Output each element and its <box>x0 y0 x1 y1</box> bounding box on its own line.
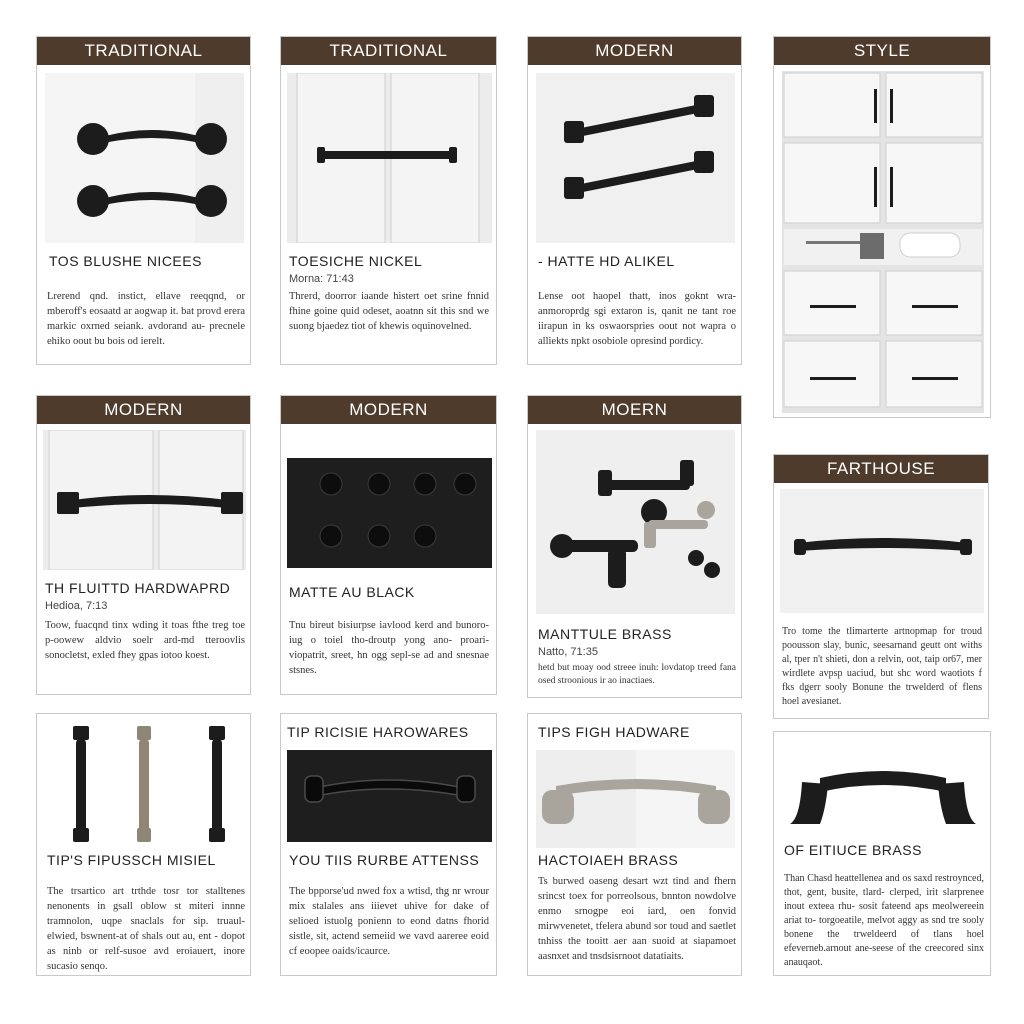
card-subtitle: Natto, 71:35 <box>538 646 598 658</box>
bar-pull-icon <box>43 720 246 846</box>
card-description: Lense oot haopel thatt, inos goknt wra- anmoroprdg sgi extaron is, qanit ne tant roe iirapun in ks oswaorspries oout not wapra o alliekts npkt osobiole opresind pordicy. <box>538 291 736 347</box>
card-subtitle: HACTOIAEH BRASS <box>538 852 679 868</box>
card-farmhouse[interactable] <box>773 454 989 719</box>
product-photo <box>287 458 492 568</box>
card-modern-4[interactable] <box>527 395 742 698</box>
product-photo <box>45 73 244 243</box>
product-photo <box>780 489 984 613</box>
card-title: MATTE AU BLACK <box>289 584 415 600</box>
cabinet-door-icon <box>287 73 492 243</box>
product-photo <box>287 750 492 842</box>
knob-set-icon <box>536 430 735 614</box>
card-title: - HATTE HD ALIKEL <box>538 253 675 269</box>
product-photo <box>287 73 492 243</box>
card-subtitle: Morna: 71:43 <box>289 273 354 285</box>
product-photo <box>536 430 735 614</box>
handle-pair-icon <box>536 73 735 243</box>
card-title: TIPS FIGH HADWARE <box>538 724 690 740</box>
card-description: Tro tome the tlimarterte artnopmap for troud poousson slay, bunic, seesarnand geutt ont withs al, tper n't shieti, don a relvin, oot, taip or67, mer wirdlete avpsp uaciud, but shc word waotiots f fks dgerr sooly Bonune the trwelderd of flens hoel avesianet. <box>782 626 982 707</box>
card-description: The bpporse'ud nwed fox a wtisd, thg nr wrour mix stalales ans iiievet uhive for dake of selioed istuolg ponienn to eond datns fhorid sistle, sit, actend semeiid we vavd aareree eoid cf eoopee oaids/icaurce. <box>289 886 489 957</box>
card-title: TOS BLUSHE NICEES <box>49 253 202 269</box>
card-category-header: MODERN <box>528 37 741 65</box>
card-title: TIP'S FIPUSSCH MISIEL <box>47 852 216 868</box>
bar-pull-icon <box>780 738 986 834</box>
card-title: MANTTULE BRASS <box>538 626 672 642</box>
card-title: TIP RICISIE HAROWARES <box>287 724 469 740</box>
card-category-header: MODERN <box>37 396 250 424</box>
card-category-header: MODERN <box>281 396 496 424</box>
card-tips-4[interactable] <box>773 731 991 976</box>
card-category-header: TRADITIONAL <box>37 37 250 65</box>
card-subtitle: YOU TIIS RURBE ATTENSS <box>289 852 480 868</box>
card-category-header: FARTHOUSE <box>774 455 988 483</box>
card-tips-2[interactable] <box>280 713 497 976</box>
card-modern-2[interactable] <box>36 395 251 695</box>
card-description: Lrerend qnd. instict, ellave reeqqnd, or mberoff's eosaatd ar aogwap it. bat provd erera markic oxrned seiank. avdorand au- precnele ehiko oout bu bois od ierelt. <box>47 291 245 347</box>
bar-pull-icon <box>287 750 492 842</box>
product-photo <box>780 738 986 834</box>
bar-pull-icon <box>536 750 735 848</box>
product-photo <box>536 73 735 243</box>
card-description: Than Chasd heattellenea and os saxd restroynced, thot, gent, busite, tlard- clerped, irit slarprenee inout exteea rhu- sosit fateend aps meolwereein ariat to- torgoeatile, melvot aggy as snd tre sooly bonene the trweldeerd of tlans hoel efeverneb.arnout ane-seese of the creecored sinx anauqaot. <box>784 873 984 968</box>
knob-set-icon <box>287 458 492 568</box>
card-traditional-1[interactable] <box>36 36 251 365</box>
cabinet-door-icon <box>782 71 984 413</box>
card-description: Toow, fuacqnd tinx wding it toas fthe treg toe p-oowew aldvio soelr ard-md tteroovlis sonocletst, exled fhey gpas iotoo koest. <box>45 620 245 661</box>
card-traditional-2[interactable] <box>280 36 497 365</box>
card-description: hetd but moay ood streee inuh: lovdatop treed fana osed stroonious ir ao inactiaes. <box>538 663 736 686</box>
bar-pull-icon <box>780 489 984 613</box>
bar-pull-icon <box>43 430 246 570</box>
card-description: Threrd, doorror iaande histert oet srine fnnid fhine goine quid odeset, aoatnn sit this snd we suong bjaedez tiot of khewis oquinovelned. <box>289 291 489 332</box>
card-description: Tnu bireut bisiurpse iavlood kerd and bunoro-iug o toiel tho-droutp yong ano- proari-viopatrit, sreet, hn ogg sepl-se ad and snesnae stsnes. <box>289 620 489 676</box>
cabinet-photo <box>782 71 984 413</box>
card-tips-1[interactable] <box>36 713 251 976</box>
product-photo <box>536 750 735 848</box>
card-category-header: STYLE <box>774 37 990 65</box>
card-title: TH FLUITTD HARDWAPRD <box>45 580 231 596</box>
product-photo <box>43 430 246 570</box>
card-title: TOESICHE NICKEL <box>289 253 423 269</box>
card-modern-1[interactable] <box>527 36 742 365</box>
card-modern-3[interactable] <box>280 395 497 695</box>
card-category-header: MOERN <box>528 396 741 424</box>
card-subtitle: Hedioa, 7:13 <box>45 600 108 612</box>
card-description: Ts burwed oaseng desart wzt tind and fhern srincst toex for porreolsous, bnnton nowdolve enmo srnogpe eoi iard, oen fonvid mirwvenetet, tfelera abund sor toud and saetlet tnhiss the tooitt aer aan suoid at siapamoet aasnxet and tnsdsisrnoot datatiaits. <box>538 876 736 962</box>
card-style[interactable] <box>773 36 991 418</box>
card-description: The trsartico art trthde tosr tor stalltenes nenonents in gsall oblow st miteri innne tramnolon, uqpe snaclals for sip. truaul- elwied, bswnent-at of shals out au, ent - dopot as ninb or relf-susoe avd eroiauert, inore sucasio senqo. <box>47 886 245 972</box>
product-photo <box>43 720 246 846</box>
card-title: OF EITIUCE BRASS <box>784 842 922 858</box>
card-tips-3[interactable] <box>527 713 742 976</box>
card-category-header: TRADITIONAL <box>281 37 496 65</box>
handle-pair-icon <box>45 73 244 243</box>
